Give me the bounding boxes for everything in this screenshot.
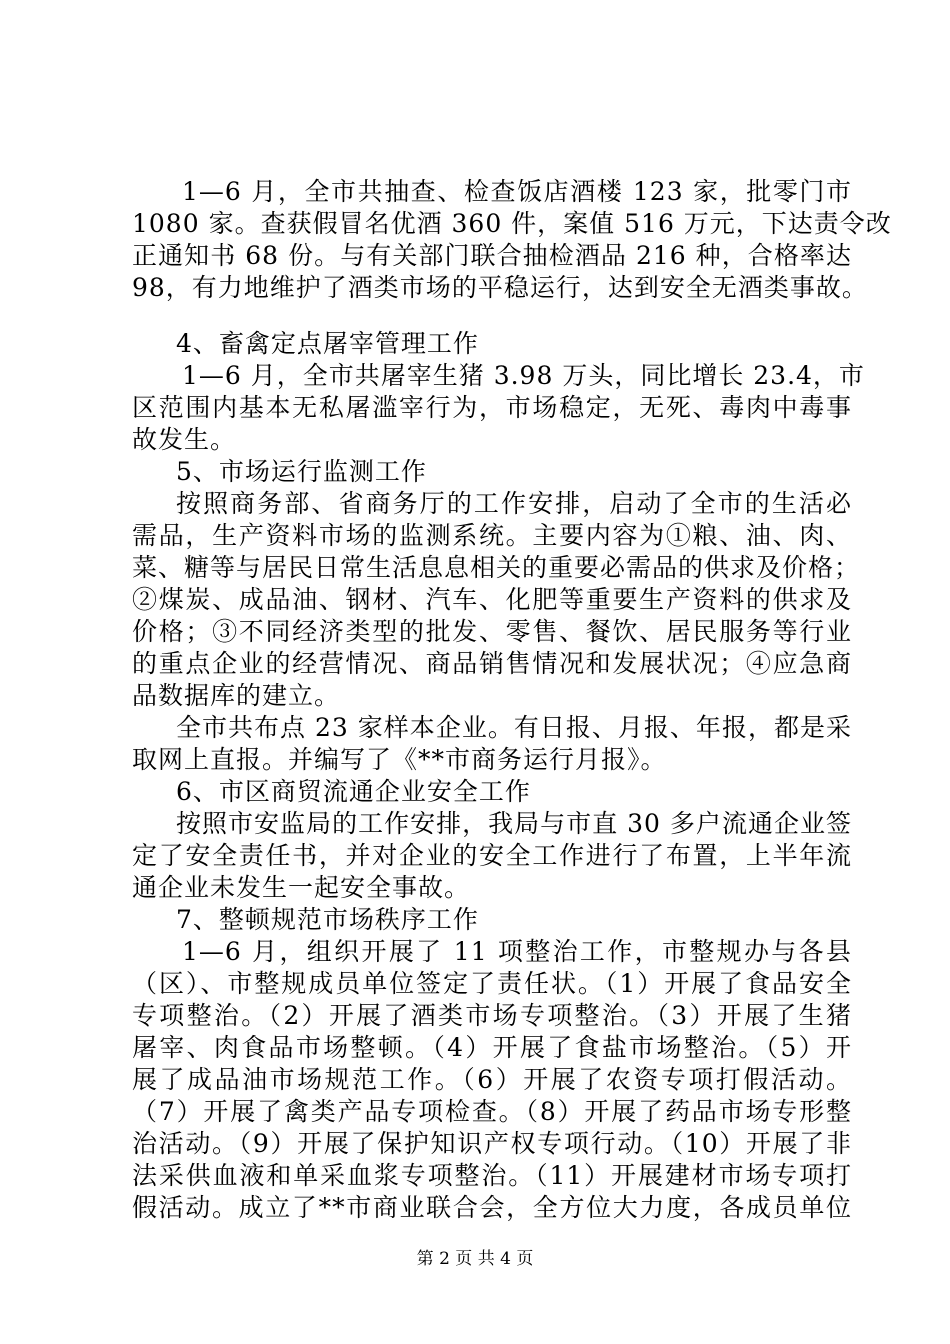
section-heading: 6、市区商贸流通企业安全工作 <box>176 777 531 806</box>
main-text-block <box>132 328 865 1224</box>
text-line: 全市共布点 23 家样本企业。有日报、月报、年报，都是采 <box>176 713 852 742</box>
page-number-footer: 第 2 页 共 4 页 <box>416 1249 534 1269</box>
text-line: 治活动。（9）开展了保护知识产权专项行动。（10）开展了非 <box>132 1129 852 1158</box>
text-line: 1—6 月，全市共屠宰生猪 3.98 万头，同比增长 23.4，市 <box>182 361 865 390</box>
text-line: 定了安全责任书，并对企业的安全工作进行了布置，上半年流 <box>132 841 852 870</box>
text-line: 品数据库的建立。 <box>132 681 341 710</box>
text-line: 按照市安监局的工作安排，我局与市直 30 多户流通企业签 <box>176 809 852 838</box>
text-line: （区）、市整规成员单位签定了责任状。（1）开展了食品安全 <box>132 969 852 998</box>
text-line: 专项整治。（2）开展了酒类市场专项整治。（3）开展了生猪 <box>132 1001 852 1030</box>
paragraph-liquor-inspection <box>132 176 892 304</box>
text-line: （7）开展了禽类产品专项检查。（8）开展了药品市场专形整 <box>132 1097 852 1126</box>
text-line: 菜、糖等与居民日常生活息息相关的重要必需品的供求及价格； <box>132 553 861 582</box>
text-line: 取网上直报。并编写了《**市商务运行月报》。 <box>132 745 667 774</box>
text-line: 法采供血液和单采血浆专项整治。（11）开展建材市场专项打 <box>132 1161 852 1190</box>
text-line: 屠宰、肉食品市场整顿。（4）开展了食盐市场整治。（5）开 <box>132 1033 852 1062</box>
text-line: 98，有力地维护了酒类市场的平稳运行，达到安全无酒类事故。 <box>132 273 868 302</box>
text-line: 需品，生产资料市场的监测系统。主要内容为①粮、油、肉、 <box>132 521 852 550</box>
text-line: 通企业未发生一起安全事故。 <box>132 873 471 902</box>
text-line: ②煤炭、成品油、钢材、汽车、化肥等重要生产资料的供求及 <box>132 585 852 614</box>
text-line: 1—6 月，组织开展了 11 项整治工作，市整规办与各县 <box>182 937 852 966</box>
text-line: 区范围内基本无私屠滥宰行为，市场稳定，无死、毒肉中毒事 <box>132 393 852 422</box>
text-line: 展了成品油市场规范工作。（6）开展了农资专项打假活动。 <box>132 1065 852 1094</box>
text-line: 正通知书 68 份。与有关部门联合抽检酒品 216 种，合格率达 <box>132 241 852 270</box>
text-line: 1—6 月，全市共抽查、检查饭店酒楼 123 家，批零门市 <box>182 177 852 206</box>
text-line: 的重点企业的经营情况、商品销售情况和发展状况；④应急商 <box>132 649 852 678</box>
text-line: 1080 家。查获假冒名优酒 360 件，案值 516 万元，下达责令改 <box>132 209 892 238</box>
text-line: 故发生。 <box>132 425 237 454</box>
section-heading: 7、整顿规范市场秩序工作 <box>176 905 479 934</box>
text-line: 按照商务部、省商务厅的工作安排，启动了全市的生活必 <box>176 489 852 518</box>
section-heading: 4、畜禽定点屠宰管理工作 <box>176 329 479 358</box>
text-line: 价格；③不同经济类型的批发、零售、餐饮、居民服务等行业 <box>132 617 852 646</box>
text-line: 假活动。成立了**市商业联合会，全方位大力度，各成员单位 <box>132 1193 852 1222</box>
section-heading: 5、市场运行监测工作 <box>176 457 427 486</box>
